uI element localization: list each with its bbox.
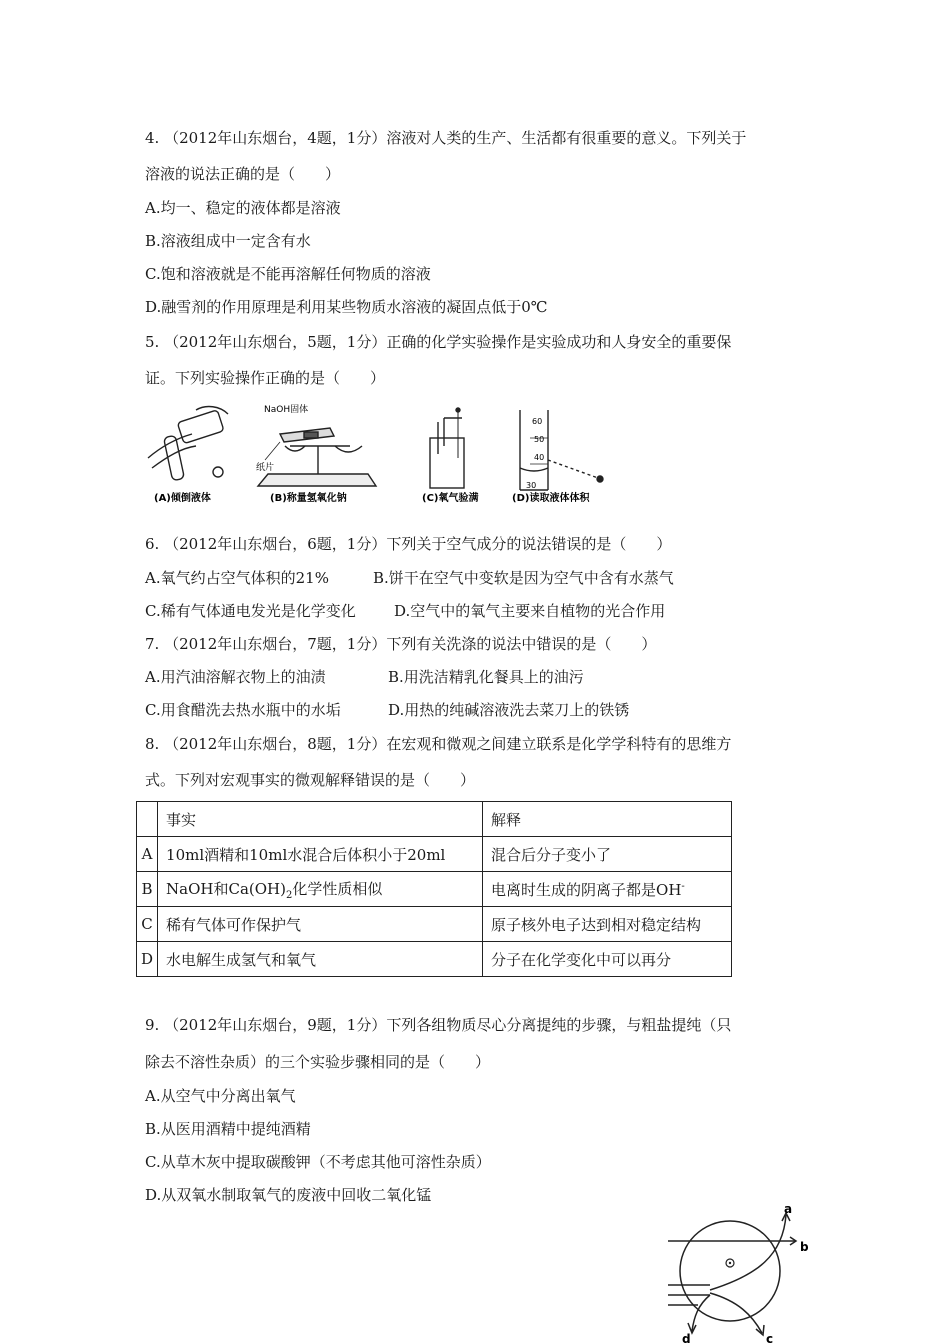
q7-option-b: B.用洗洁精乳化餐具上的油污 [388,668,584,686]
label-a: a [784,1205,793,1216]
q8-table [136,801,732,977]
q7-stem: 7. （2012年山东烟台，7题，1分）下列有关洗涤的说法中错误的是（ ） [145,635,657,653]
label-d: d [682,1332,691,1344]
caption-d: (D)读取液体体积 [512,493,590,504]
q4-option-d: D.融雪剂的作用原理是利用某些物质水溶液的凝固点低于0℃ [145,298,548,316]
q7-option-d: D.用热的纯碱溶液洗去菜刀上的铁锈 [388,701,630,719]
q8-stem-line1: 8. （2012年山东烟台，8题，1分）在宏观和微观之间建立联系是化学学科特有的思维方 [145,735,732,753]
row-key: B [137,872,158,907]
q4-option-c: C.饱和溶液就是不能再溶解任何物质的溶液 [145,265,431,283]
caption-a: (A)倾倒液体 [154,493,211,504]
cyl-tick-30: 30 [526,481,537,490]
q4-option-a: A.均一、稳定的液体都是溶液 [145,199,341,217]
q9-option-d: D.从双氧水制取氧气的废液中回收二氧化锰 [145,1186,432,1204]
header-fact: 事实 [158,802,483,837]
label-b: b [800,1240,809,1254]
fact-post: 化学性质相似 [292,879,383,898]
cyl-tick-60: 60 [532,417,543,426]
row-key: D [137,942,158,977]
cyl-tick-40: 40 [534,453,545,462]
q5-stem-line2: 证。下列实验操作正确的是（ ） [145,369,386,387]
explain-sup: - [681,880,685,892]
q5-stem-line1: 5. （2012年山东烟台，5题，1分）正确的化学实验操作是实验成功和人身安全的重要保 [145,333,732,351]
q5-apparatus-figure [140,398,620,510]
row-explain: 原子核外电子达到相对稳定结构 [483,907,732,942]
table-row [137,837,732,872]
caption-c: (C)氧气验满 [422,493,479,504]
q6-option-d: D.空气中的氧气主要来自植物的光合作用 [394,602,666,620]
q6-option-a: A.氧气约占空气体积的21% [145,569,329,587]
balance-illustration [258,428,376,486]
q6-stem: 6. （2012年山东烟台，6题，1分）下列关于空气成分的说法错误的是（ ） [145,535,672,553]
q9-stem-line2: 除去不溶性杂质）的三个实验步骤相同的是（ ） [145,1053,491,1071]
row-fact: 10ml酒精和10ml水混合后体积小于20ml [158,837,483,872]
table-row [137,907,732,942]
q4-option-b: B.溶液组成中一定含有水 [145,232,311,250]
q7-option-c: C.用食醋洗去热水瓶中的水垢 [145,701,341,719]
pouring-liquid-illustration [148,407,228,481]
header-key [137,802,158,837]
naoh-label: NaOH固体 [264,405,309,415]
q9-stem-line1: 9. （2012年山东烟台，9题，1分）下列各组物质尽心分离提纯的步骤，与粗盐提纯（只 [145,1016,732,1034]
header-explain: 解释 [483,802,732,837]
q6-option-b: B.饼干在空气中变软是因为空气中含有水蒸气 [373,569,674,587]
row-fact [158,872,483,907]
explain-pre: 电离时生成的阴离子都是OH [491,880,682,899]
paper-label: 纸片 [256,463,275,473]
q4-stem-line2: 溶液的说法正确的是（ ） [145,165,341,183]
circle-deflection-figure [668,1205,818,1344]
row-explain: 分子在化学变化中可以再分 [483,942,732,977]
table-row [137,872,732,907]
row-key: A [137,837,158,872]
label-c: c [766,1332,774,1344]
q8-stem-line2: 式。下列对宏观事实的微观解释错误的是（ ） [145,771,476,789]
table-row [137,942,732,977]
q4-stem-line1: 4. （2012年山东烟台，4题，1分）溶液对人类的生产、生活都有很重要的意义。下列关于 [145,129,747,147]
row-key: C [137,907,158,942]
q9-option-c: C.从草木灰中提取碳酸钾（不考虑其他可溶性杂质） [145,1153,491,1171]
row-fact: 稀有气体可作保护气 [158,907,483,942]
row-fact: 水电解生成氢气和氧气 [158,942,483,977]
gas-bottle-illustration [430,408,464,488]
q7-option-a: A.用汽油溶解衣物上的油渍 [145,668,326,686]
table-header-row [137,802,732,837]
fact-pre: NaOH和Ca(OH) [166,879,286,898]
fact-sub: 2 [285,889,293,901]
q6-option-c: C.稀有气体通电发光是化学变化 [145,602,356,620]
q9-option-b: B.从医用酒精中提纯酒精 [145,1120,311,1138]
cyl-tick-50: 50 [534,435,545,444]
caption-b: (B)称量氢氧化钠 [270,493,347,504]
row-explain [483,872,732,907]
row-explain: 混合后分子变小了 [483,837,732,872]
q9-option-a: A.从空气中分离出氧气 [145,1087,296,1105]
